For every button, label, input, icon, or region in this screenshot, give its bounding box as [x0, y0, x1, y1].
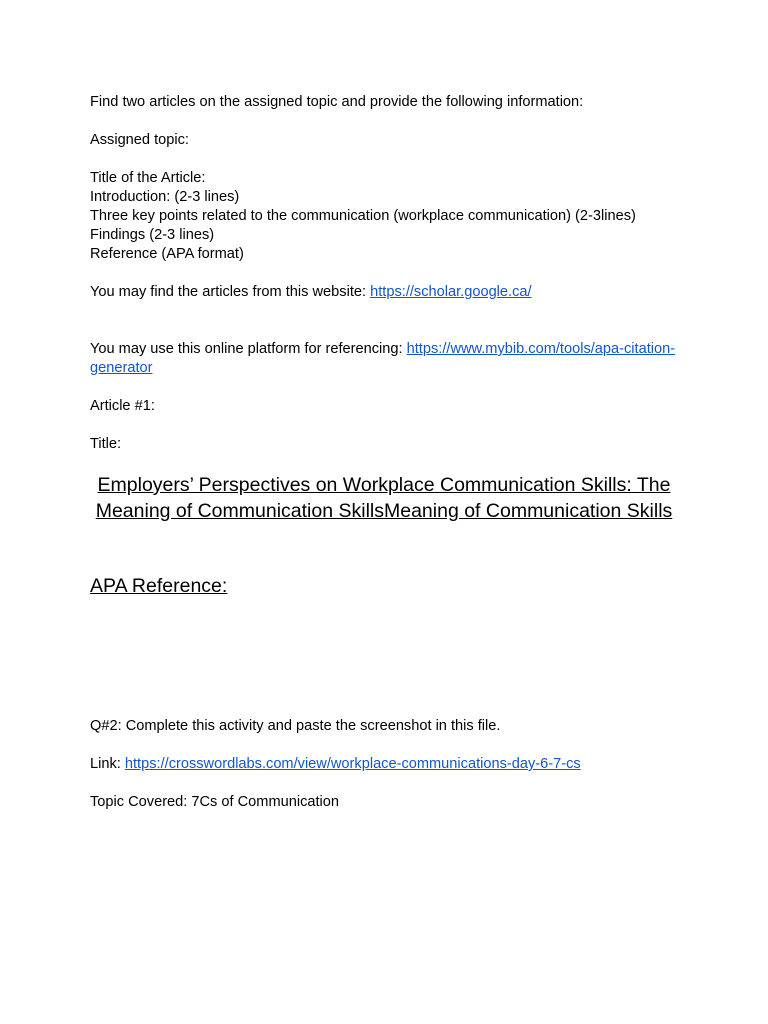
referencing-line — [90, 340, 675, 359]
topic-covered: Topic Covered: 7Cs of Communication — [90, 794, 340, 810]
title-label: Title: — [90, 436, 122, 452]
q2-prompt: Q#2: Complete this activity and paste the screenshot in this file. — [90, 718, 501, 734]
article-title-line1: Employers’ Perspectives on Workplace Communication Skills: The — [97, 474, 671, 496]
item-key-points: Three key points related to the communication (workplace communication) (2-3lines) — [90, 208, 636, 224]
intro-text: Find two articles on the assigned topic and provide the following information: — [90, 94, 584, 110]
crossword-link[interactable]: https://crosswordlabs.com/view/workplace-communications-day-6-7-cs — [124, 756, 581, 772]
assigned-topic-label: Assigned topic: — [90, 132, 189, 148]
referencing-text: You may use this online platform for referencing: — [90, 341, 407, 357]
scholar-link[interactable]: https://scholar.google.ca/ — [370, 284, 532, 300]
website-line — [90, 283, 532, 302]
q2-link-label: Link: — [90, 756, 125, 772]
referencing-line-cont — [90, 359, 152, 378]
article-heading: Article #1: — [90, 398, 155, 414]
website-text: You may find the articles from this website: — [90, 284, 371, 300]
apa-reference-heading: APA Reference: — [90, 575, 228, 597]
item-introduction: Introduction: (2-3 lines) — [90, 189, 240, 205]
mybib-link-continued[interactable]: generator — [90, 360, 153, 376]
item-findings: Findings (2-3 lines) — [90, 227, 215, 243]
mybib-link[interactable]: https://www.mybib.com/tools/apa-citation- — [406, 341, 676, 357]
article-title-line2: Meaning of Communication SkillsMeaning of Communication Skills — [95, 500, 673, 522]
item-title-of-article: Title of the Article: — [90, 170, 206, 186]
article-title — [90, 472, 678, 524]
item-reference: Reference (APA format) — [90, 246, 244, 262]
q2-link-line — [90, 755, 581, 774]
